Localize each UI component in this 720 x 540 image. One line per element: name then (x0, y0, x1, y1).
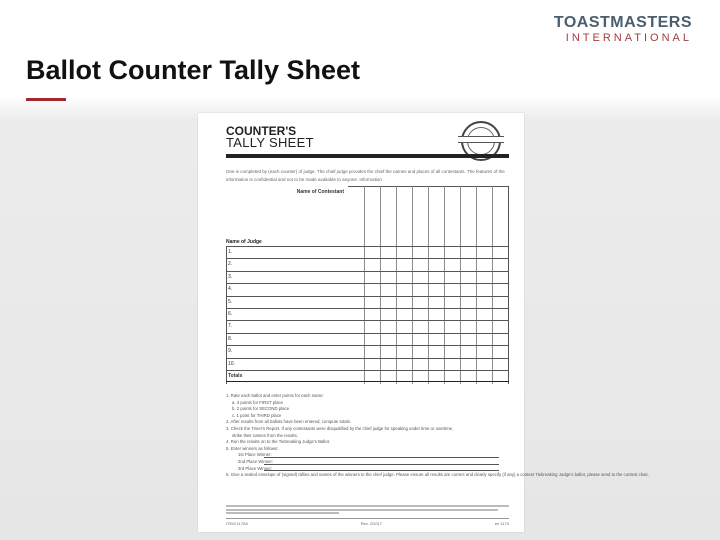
winner-place-label: 1st Place Winner: (238, 452, 272, 458)
winner-field (226, 466, 509, 473)
form-intro-text: One is completed by (each counter) of judge. The chief judge provides the chief the names and places of all contestants. The features of the information is confidential and not to be made available to anyone. Information (226, 169, 505, 182)
instruction-line: b. 2 points for SECOND place (232, 406, 290, 412)
judge-row: 6. (226, 308, 509, 320)
page-title: Ballot Counter Tally Sheet (26, 55, 361, 85)
form-instructions (226, 393, 649, 479)
winner-blank-line (264, 470, 499, 471)
instruction-line: 6. Give a sealed envelope of (signed) tallies and names of the winners to the chief judge. Please ensure all results are correct and clearly specify (if any) a contest Tiebreaking Judge's ballot, please send to the contest chair. (226, 472, 649, 478)
judge-name-label: Name of Judge (226, 239, 262, 245)
winner-blank-line (264, 464, 499, 465)
footer-item-code: ITEM 1170A (226, 521, 248, 526)
footer-form-number: en 1170 (494, 521, 509, 526)
judge-row: 9. (226, 345, 509, 357)
form-heading-line2: TALLY SHEET (226, 135, 314, 150)
tally-grid (226, 186, 509, 384)
logo-subtitle: INTERNATIONAL (565, 32, 692, 44)
form-heading-line1: COUNTER'S (226, 124, 297, 138)
winner-field (226, 452, 509, 459)
tally-sheet-document (198, 113, 649, 532)
contestant-name-label: Name of Contestant (296, 189, 344, 195)
winner-field (226, 459, 509, 466)
judge-row: 1. (226, 246, 509, 258)
instruction-line: 4. Run the results on to the Tiebreaking Judge's Ballot. (226, 439, 331, 445)
heading-rule (226, 154, 509, 158)
winner-blank-line (264, 457, 499, 458)
fine-print-line (226, 512, 339, 514)
judge-row: 10. (226, 358, 509, 370)
fine-print (226, 505, 509, 514)
totals-row: Totals (226, 370, 509, 382)
instruction-line: a. 3 points for FIRST place (232, 399, 284, 405)
instruction-line: 1. Rate each ballot and enter points for each name: (226, 393, 324, 398)
logo-wordmark: TOASTMASTERS (553, 14, 692, 31)
form-footer (226, 518, 509, 526)
title-underline-rule (26, 98, 66, 101)
fine-print-line (226, 509, 498, 511)
fine-print-line (226, 505, 509, 507)
footer-revision: Rev. 2/2017 (360, 521, 383, 526)
judge-row: 7. (226, 320, 509, 332)
instruction-line: 3. Check the Timer's Report. If any contestants were disqualified by the chief judge for speaking under time or overtime, (226, 425, 454, 431)
instruction-line: 2. After results from all ballots have been entered, compute totals. (226, 419, 351, 425)
seal-band (458, 136, 504, 143)
winner-place-label: 2nd Place Winner: (238, 458, 274, 464)
judge-row: 2. (226, 258, 509, 270)
instruction-line: 5. Enter winners as follows: (226, 445, 279, 451)
instruction-line: c. 1 point for THIRD place (232, 412, 282, 418)
toastmasters-logo (554, 14, 692, 44)
judge-row: 5. (226, 296, 509, 308)
judge-row: 4. (226, 283, 509, 295)
judge-row: 3. (226, 271, 509, 283)
winner-place-label: 3rd Place Winner: (238, 465, 273, 471)
judge-rows (226, 246, 509, 382)
instruction-line: strike their names from the results. (232, 432, 298, 438)
judge-row: 8. (226, 333, 509, 345)
